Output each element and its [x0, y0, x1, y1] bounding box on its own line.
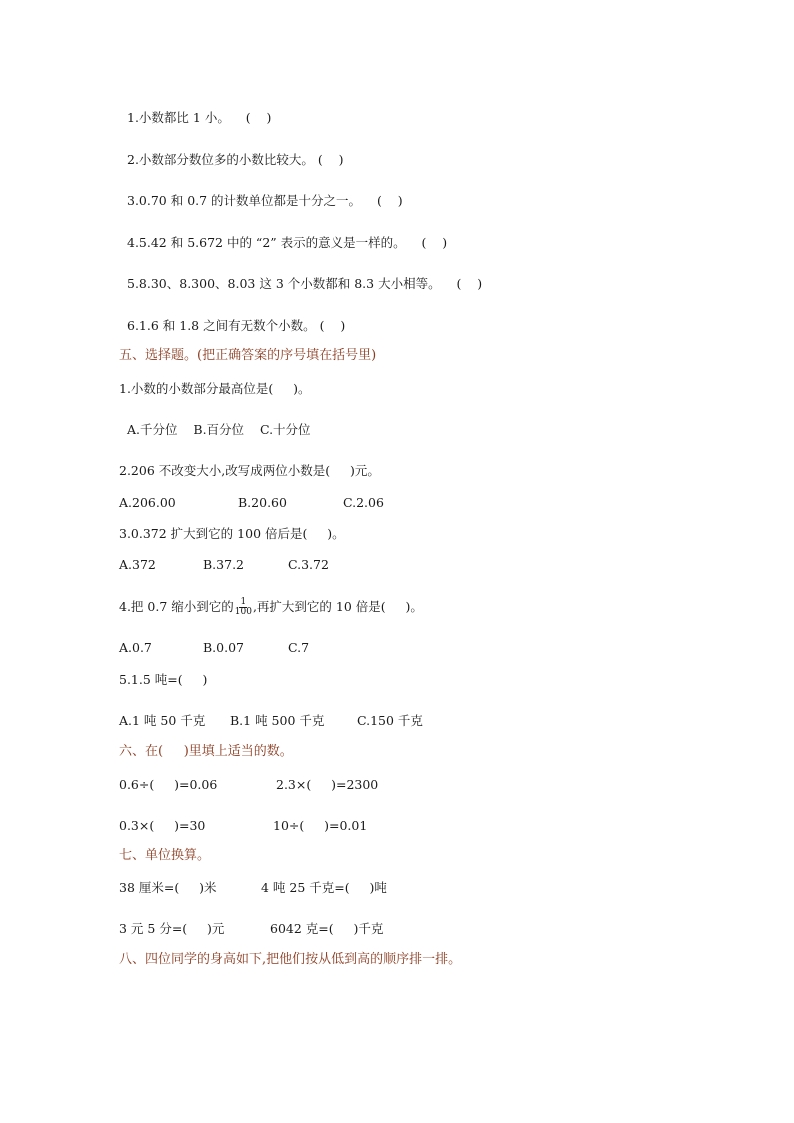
section5-q3-option-a: A.372 — [119, 557, 156, 572]
section6-item-2: 2.3×( )=2300 — [276, 777, 379, 792]
section5-q4-option-c: C.7 — [288, 640, 310, 655]
section7-item-3: 3 元 5 分=( )元 — [119, 921, 225, 936]
judgment-item-5: 5.8.30、8.300、8.03 这 3 个小数都和 8.3 大小相等。 ( ) — [127, 276, 483, 291]
section5-q2-option-c: C.2.06 — [343, 495, 384, 510]
section7-item-1: 38 厘米=( )米 — [119, 880, 217, 895]
judgment-item-4: 4.5.42 和 5.672 中的 “2” 表示的意义是一样的。 ( ) — [127, 235, 448, 250]
section6-item-1: 0.6÷( )=0.06 — [119, 777, 218, 792]
section5-q5-option-c: C.150 千克 — [357, 713, 423, 728]
section5-q3-option-b: B.37.2 — [203, 557, 244, 572]
section7-item-4: 6042 克=( )千克 — [270, 921, 384, 936]
section5-q4-after: ,再扩大到它的 10 倍是( )。 — [252, 599, 423, 614]
judgment-item-3: 3.0.70 和 0.7 的计数单位都是十分之一。 ( ) — [127, 193, 403, 208]
judgment-item-1: 1.小数都比 1 小。 ( ) — [127, 110, 272, 125]
judgment-item-6: 6.1.6 和 1.8 之间有无数个小数。 ( ) — [127, 318, 346, 333]
section5-q1-options: A.千分位 B.百分位 C.十分位 — [127, 422, 311, 437]
section6-heading: 六、在( )里填上适当的数。 — [119, 744, 293, 759]
section5-q4-option-a: A.0.7 — [119, 640, 152, 655]
section5-q2: 2.206 不改变大小,改写成两位小数是( )元。 — [119, 463, 380, 478]
section6-item-3: 0.3×( )=30 — [119, 818, 206, 833]
section5-q3-option-c: C.3.72 — [288, 557, 329, 572]
section5-q5: 5.1.5 吨=( ) — [119, 672, 208, 687]
section5-q2-option-a: A.206.00 — [119, 495, 176, 510]
section6-item-4: 10÷( )=0.01 — [273, 818, 368, 833]
judgment-item-2: 2.小数部分数位多的小数比较大。 ( ) — [127, 152, 344, 167]
section5-q4-option-b: B.0.07 — [203, 640, 244, 655]
section7-item-2: 4 吨 25 千克=( )吨 — [261, 880, 387, 895]
section5-q5-option-b: B.1 吨 500 千克 — [230, 713, 325, 728]
section7-heading: 七、单位换算。 — [119, 848, 211, 863]
section8-heading: 八、四位同学的身高如下,把他们按从低到高的顺序排一排。 — [119, 952, 462, 967]
section5-q4-before: 4.把 0.7 缩小到它的 — [119, 599, 234, 614]
fraction-one-hundredth: $\frac{1}{100}$ — [234, 597, 252, 617]
section5-q3: 3.0.372 扩大到它的 100 倍后是( )。 — [119, 526, 345, 541]
section5-q1: 1.小数的小数部分最高位是( )。 — [119, 381, 311, 396]
section5-q5-option-a: A.1 吨 50 千克 — [119, 713, 206, 728]
section5-q4 — [119, 598, 423, 617]
section5-q2-option-b: B.20.60 — [238, 495, 287, 510]
section5-heading: 五、选择题。(把正确答案的序号填在括号里) — [119, 348, 377, 363]
